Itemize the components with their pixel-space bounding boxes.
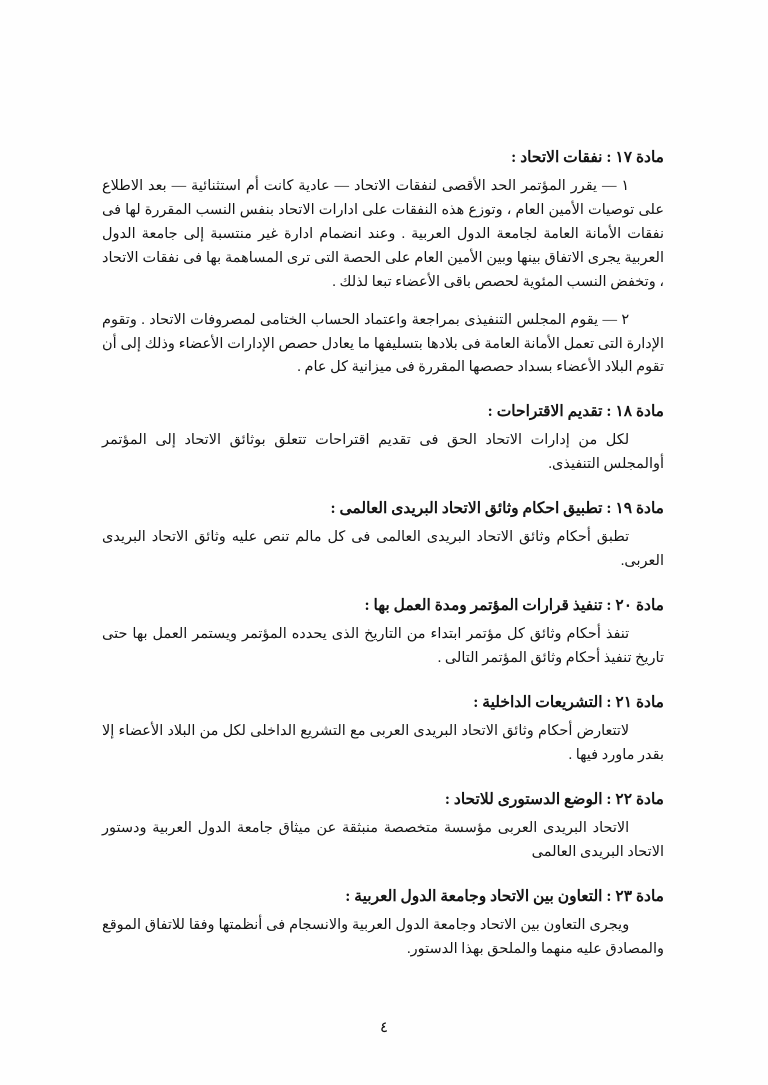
article-21 (102, 693, 664, 768)
article-title: مادة ١٨ : تقديم الاقتراحات : (487, 403, 664, 421)
article-23 (102, 887, 664, 962)
article-17 (102, 148, 664, 380)
article-paragraph: تطبق أحكام وثائق الاتحاد البريدى العالمى فى كل مالم تنص عليه وثائق الاتحاد البريدى العربى. (102, 529, 664, 570)
article-paragraph: ٢ — يقوم المجلس التنفيذى بمراجعة واعتماد الحساب الختامى لمصروفات الاتحاد . وتقوم الإدارة التى تعمل الأمانة العامة فى بلادها بتسليفها ما يعادل حصص الإدارات الأعضاء وذلك إلى أن تقوم البلاد الأعضاء بسداد حصصها المقررة فى ميزانية كل عام . (102, 311, 664, 376)
article-paragraph: ١ — يقرر المؤتمر الحد الأقصى لنفقات الاتحاد — عادية كانت أم استثنائية — بعد الاطلاع على توصيات الأمين العام ، وتوزع هذه النفقات على ادارات الاتحاد بنفس النسب المقررة لها فى نفقات الأمانة العامة لجامعة الدول العربية . وعند انضمام ادارة غير منتسبة إلى جامعة الدول العربية يجرى الاتفاق بينها وبين الأمين العام على الحصة التى ترى المساهمة بها فى نفقات الاتحاد ، وتخفض النسب المئوية لحصص باقى الأعضاء تبعا لذلك . (102, 178, 664, 290)
article-title: مادة ٢٠ : تنفيذ قرارات المؤتمر ومدة العمل بها : (364, 597, 664, 615)
article-title: مادة ٢٢ : الوضع الدستورى للاتحاد : (444, 790, 664, 808)
document-content (102, 148, 664, 983)
page-number: ٤ (379, 1020, 389, 1036)
article-paragraph: الاتحاد البريدى العربى مؤسسة متخصصة منبثقة عن ميثاق جامعة الدول العربية ودستور الاتحاد البريدى العالمى (102, 819, 664, 860)
article-22 (102, 790, 664, 865)
article-paragraph: لكل من إدارات الاتحاد الحق فى تقديم اقتراحات تتعلق بوثائق الاتحاد إلى المؤتمر أوالمجلس التنفيذى. (102, 432, 664, 473)
article-paragraph: ويجرى التعاون بين الاتحاد وجامعة الدول العربية والانسجام فى أنظمتها وفقا للاتفاق الموقع والمصادق عليه منهما والملحق بهذا الدستور. (102, 916, 664, 957)
article-title: مادة ١٩ : تطبيق احكام وثائق الاتحاد البريدى العالمى : (330, 500, 664, 518)
article-title: مادة ١٧ : نفقات الاتحاد : (511, 149, 664, 166)
article-title: مادة ٢٣ : التعاون بين الاتحاد وجامعة الدول العربية : (345, 887, 664, 905)
article-paragraph: لاتتعارض أحكام وثائق الاتحاد البريدى العربى مع التشريع الداخلى لكل من البلاد الأعضاء إلا بقدر ماورد فيها . (102, 722, 664, 763)
article-title: مادة ٢١ : التشريعات الداخلية : (473, 693, 664, 711)
article-19 (102, 499, 664, 574)
article-18 (102, 402, 664, 477)
article-20 (102, 596, 664, 671)
article-paragraph: تنفذ أحكام وثائق كل مؤتمر ابتداء من التاريخ الذى يحدده المؤتمر ويستمر العمل بها حتى تاريخ تنفيذ أحكام وثائق المؤتمر التالى . (102, 626, 664, 666)
